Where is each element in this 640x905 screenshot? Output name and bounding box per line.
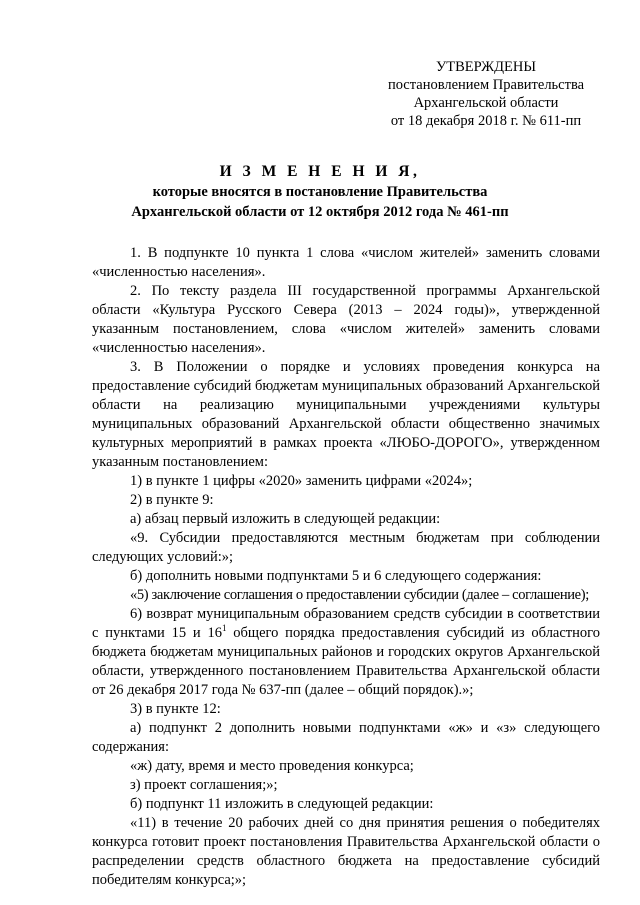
paragraph-4: 1) в пункте 1 цифры «2020» заменить цифрами «2024»; (130, 473, 473, 489)
approval-line-3: Архангельской области (413, 95, 559, 111)
paragraph-8: б) дополнить новыми подпунктами 5 и 6 следующего содержания: (130, 568, 542, 584)
paragraph-14: з) проект соглашения;»; (130, 777, 278, 793)
paragraph-13: «ж) дату, время и место проведения конкурса; (130, 758, 414, 774)
document-body (92, 244, 600, 890)
approval-line-4: от 18 декабря 2018 г. № 611-пп (390, 113, 582, 129)
approval-line-2: постановлением Правительства (387, 77, 585, 93)
paragraph-9: «5) заключение соглашения о предоставлении субсидии (далее – соглашение); (130, 587, 589, 603)
approval-stamp (370, 58, 602, 130)
title-sub-1: которые вносятся в постановление Правительства (152, 184, 488, 200)
title-sub-2: Архангельской области от 12 октября 2012 года № 461-пп (131, 204, 509, 220)
approval-line-1: УТВЕРЖДЕНЫ (435, 59, 537, 75)
paragraph-5: 2) в пункте 9: (130, 492, 214, 508)
paragraph-2: 2. По тексту раздела III государственной программы Архангельской области «Культура Русского Севера (2013 – 2024 годы)», утвержденной указанным постановлением, слова «числом жителей» заменить словами «численностью населения». (92, 283, 600, 356)
paragraph-10-text-a: 6) возврат муниципальным образованием средств субсидии в соответствии с пунктами 15 и 16 (92, 606, 600, 641)
title-main: И З М Е Н Е Н И Я, (219, 163, 421, 180)
paragraph-1: 1. В подпункте 10 пункта 1 слова «числом жителей» заменить словами «численностью населения». (92, 245, 600, 280)
paragraph-7: «9. Субсидии предоставляются местным бюджетам при соблюдении следующих условий:»; (92, 530, 600, 565)
footnote-superscript: 1 (221, 623, 227, 634)
paragraph-11: 3) в пункте 12: (130, 701, 221, 717)
paragraph-12: а) подпункт 2 дополнить новыми подпунктами «ж» и «з» следующего содержания: (92, 720, 600, 755)
document-title (60, 162, 580, 222)
paragraph-3: 3. В Положении о порядке и условиях проведения конкурса на предоставление субсидий бюджетам муниципальных образований Архангельской области на реализацию муниципальными учреждениями культуры муниципальных образований Архангельской области общественно значимых культурных мероприятий в рамках проекта «ЛЮБО-ДОРОГО», утвержденном указанным постановлением: (92, 359, 600, 470)
paragraph-15: б) подпункт 11 изложить в следующей редакции: (130, 796, 434, 812)
paragraph-16: «11) в течение 20 рабочих дней со дня принятия решения о победителях конкурса готовит проект постановления Правительства Архангельской области о распределении средств областного бюджета на предоставление субсидий победителям конкурса;»; (92, 815, 600, 888)
paragraph-6: а) абзац первый изложить в следующей редакции: (130, 511, 441, 527)
paragraph-10-text-b: общего порядка предоставления субсидий из областного бюджета бюджетам муниципальных районов и городских округов Архангельской области, утвержденного постановлением Правительства Архангельской области от 26 декабря 2017 года № 637-пп (далее – общий порядок).»; (92, 625, 600, 698)
paragraph-10 (92, 605, 600, 700)
